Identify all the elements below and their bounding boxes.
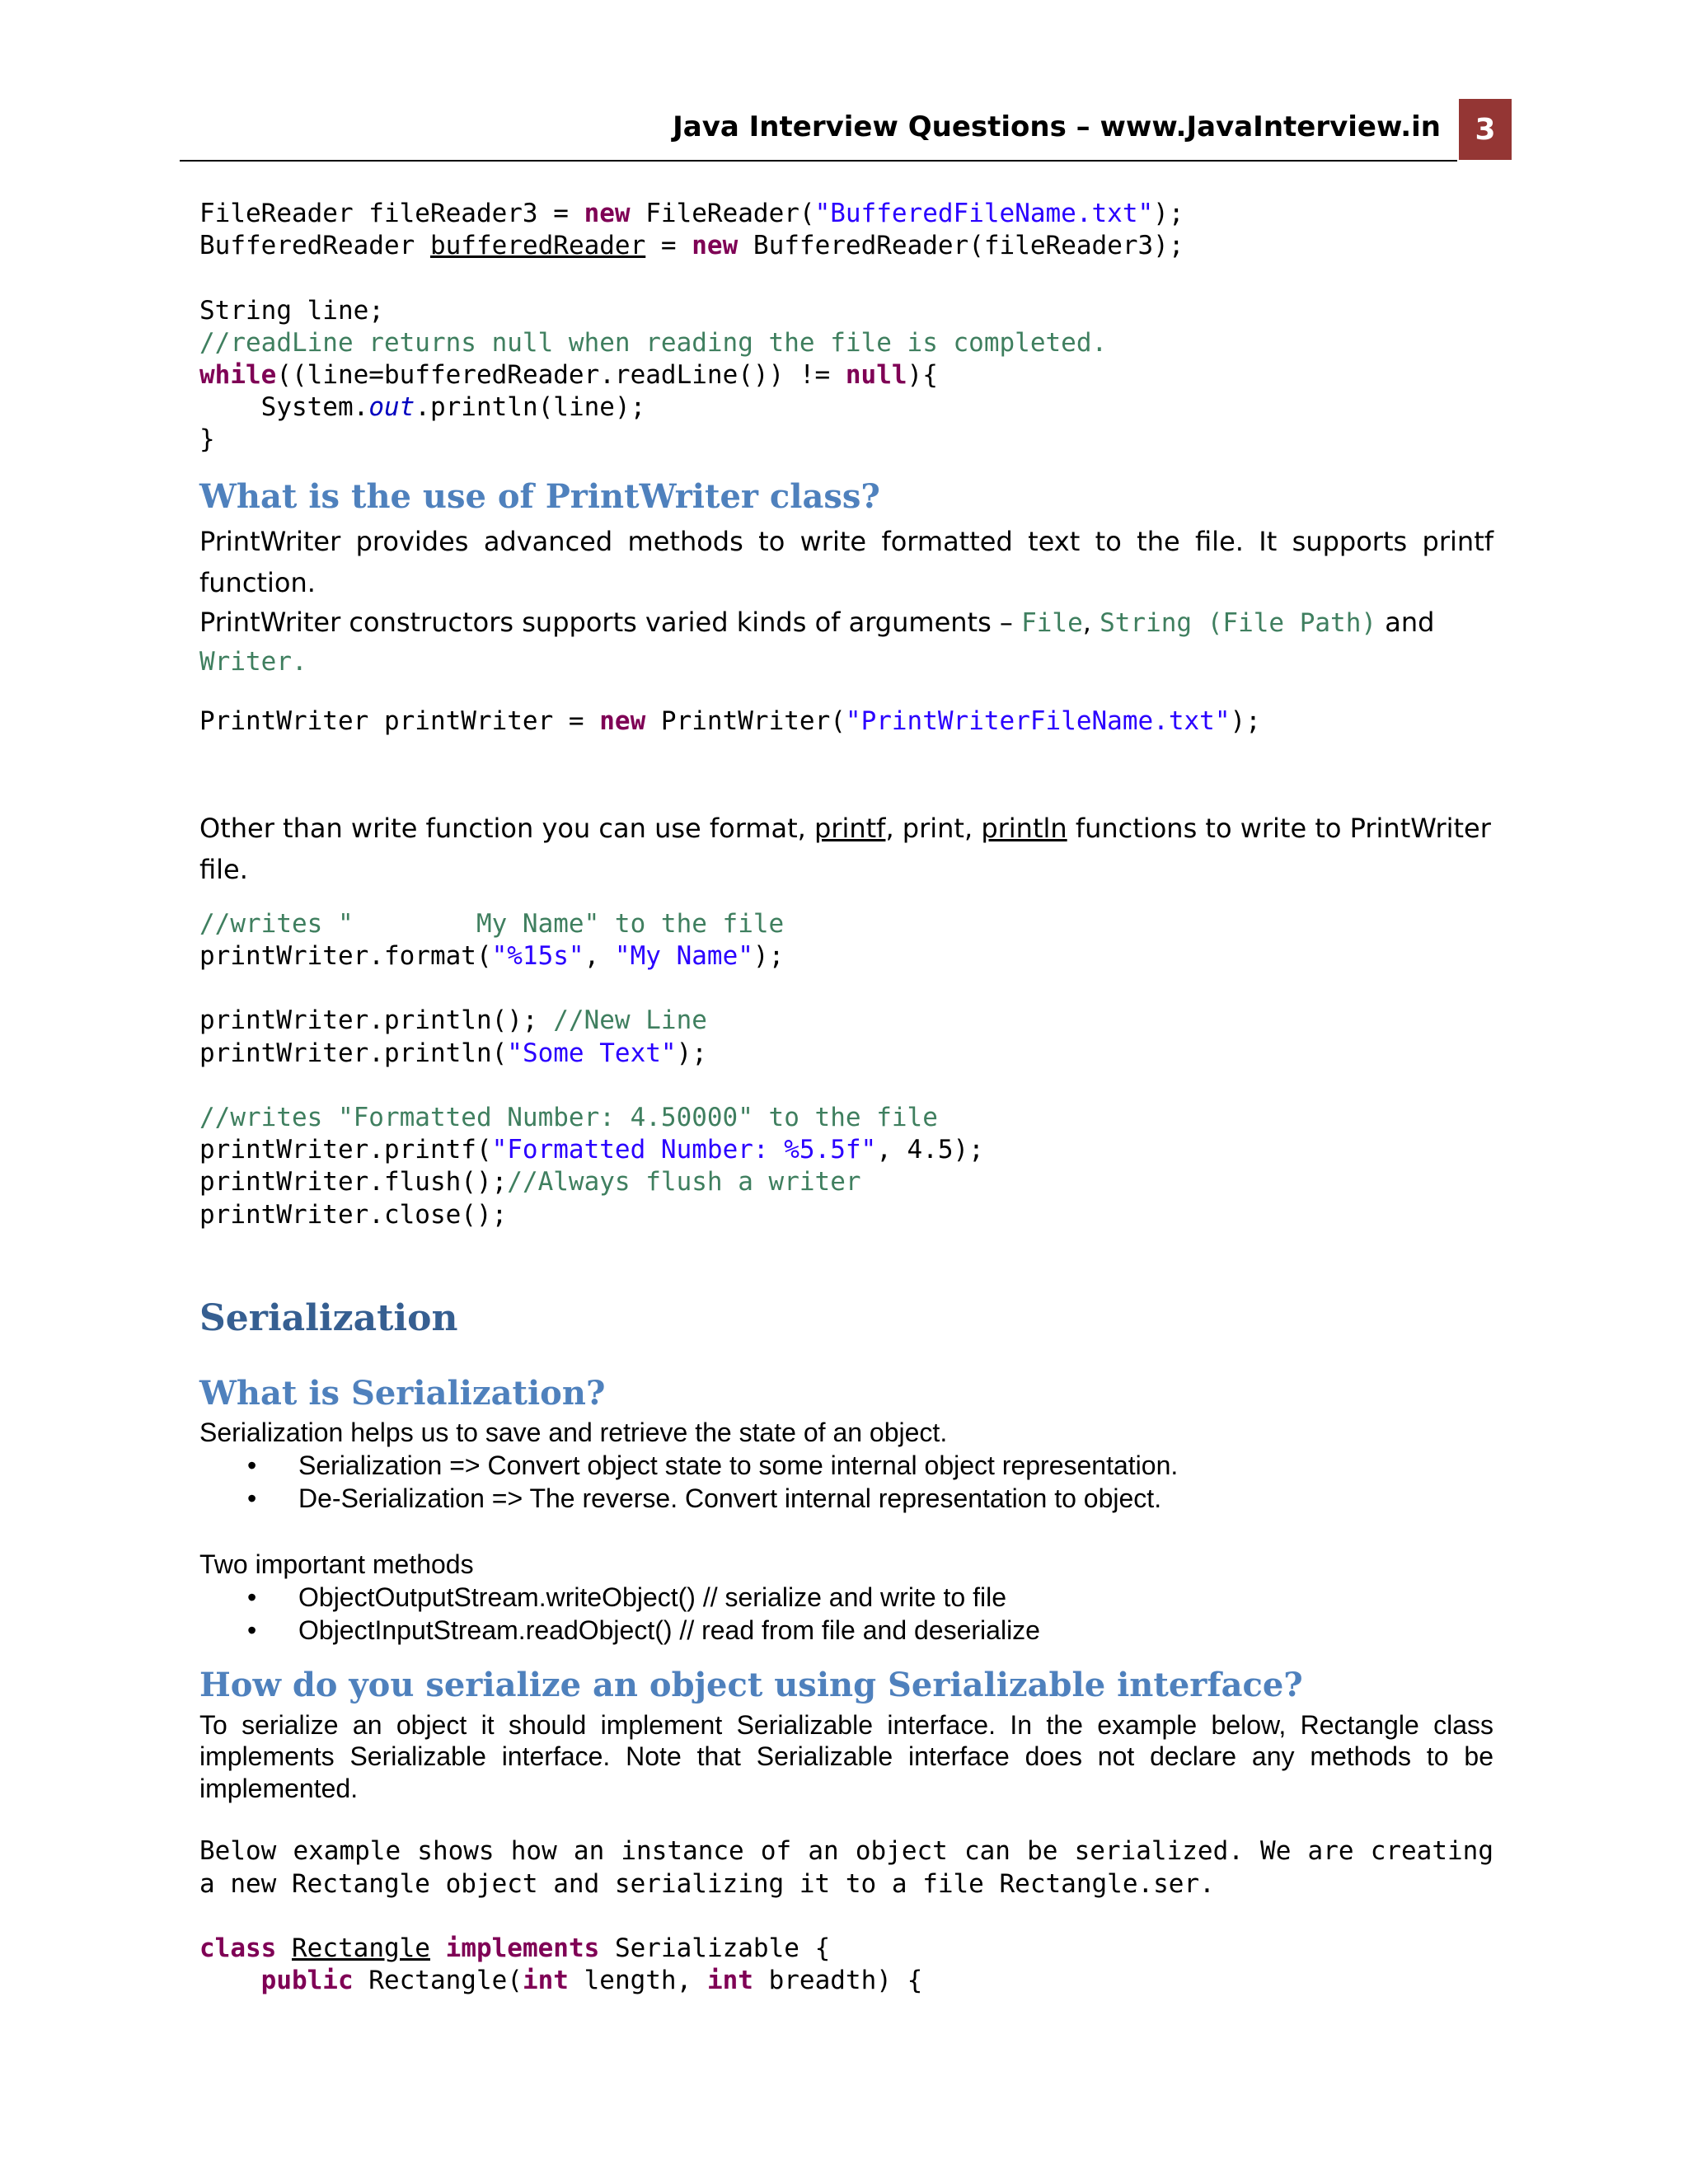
heading-what-is-serialization: What is Serialization? <box>199 1373 606 1413</box>
list-item: • Serialization => Convert object state to some internal object representation. <box>298 1449 1493 1482</box>
printwriter-para-3: Other than write function you can use format, printf, print, println functions to write to PrintWriter file. <box>199 812 1491 885</box>
page-header <box>180 99 1512 162</box>
printwriter-para-2: PrintWriter constructors supports varied kinds of arguments – File, String (File Path) and Writer. <box>199 606 1435 677</box>
list-item: • ObjectOutputStream.writeObject() // serialize and write to file <box>298 1581 1493 1614</box>
list-item: • De-Serialization => The reverse. Convert internal representation to object. <box>298 1482 1493 1515</box>
methods-intro: Two important methods <box>199 1549 474 1579</box>
serialize-mono-para: Below example shows how an instance of an object can be serialized. We are creating a new Rectangle object and serializing it to a file Rectangle.ser. <box>199 1836 1493 1899</box>
serialization-para: Serialization helps us to save and retrieve the state of an object. <box>199 1417 948 1447</box>
section-title-serialization: Serialization <box>199 1296 458 1339</box>
methods-bullets <box>199 1581 1493 1647</box>
code-printwriter-decl: PrintWriter printWriter = new PrintWriter("PrintWriterFileName.txt"); <box>199 705 1261 736</box>
code-block-rectangle: class Rectangle implements Serializable { public Rectangle(int length, int breadth) { <box>199 1933 923 1995</box>
header-rule <box>180 160 1457 162</box>
page-number-badge: 3 <box>1459 99 1512 160</box>
page-content <box>199 198 1493 1997</box>
code-block-buffered-reader: FileReader fileReader3 = new FileReader("BufferedFileName.txt"); BufferedReader bufferedReader = new BufferedReader(fileReader3); String line; //readLine returns null when reading the file is completed. while((line=bufferedReader.readLine()) != null){ System.out.println(line); } <box>199 199 1184 455</box>
serialization-bullets <box>199 1449 1493 1515</box>
serialize-para: To serialize an object it should implement Serializable interface. In the example below, Rectangle class implements Serializable interface. Note that Serializable interface does not declare any methods to be implemented. <box>199 1709 1493 1803</box>
code-block-printwriter: //writes " My Name" to the file printWriter.format("%15s", "My Name"); printWriter.println(); //New Line printWriter.println("Some Text"); //writes "Formatted Number: 4.50000" to the file printWriter.printf("Formatted Number: %5.5f", 4.5); printWriter.flush();//Always flush a writer printWriter.close(); <box>199 908 984 1230</box>
heading-serialize-object: How do you serialize an object using Serializable interface? <box>199 1665 1303 1704</box>
heading-printwriter: What is the use of PrintWriter class? <box>199 476 880 516</box>
printwriter-para-1: PrintWriter provides advanced methods to write formatted text to the file. It supports printf function. <box>199 525 1493 598</box>
header-title: Java Interview Questions – www.JavaInterview.in <box>673 110 1441 143</box>
list-item: • ObjectInputStream.readObject() // read from file and deserialize <box>298 1614 1493 1647</box>
